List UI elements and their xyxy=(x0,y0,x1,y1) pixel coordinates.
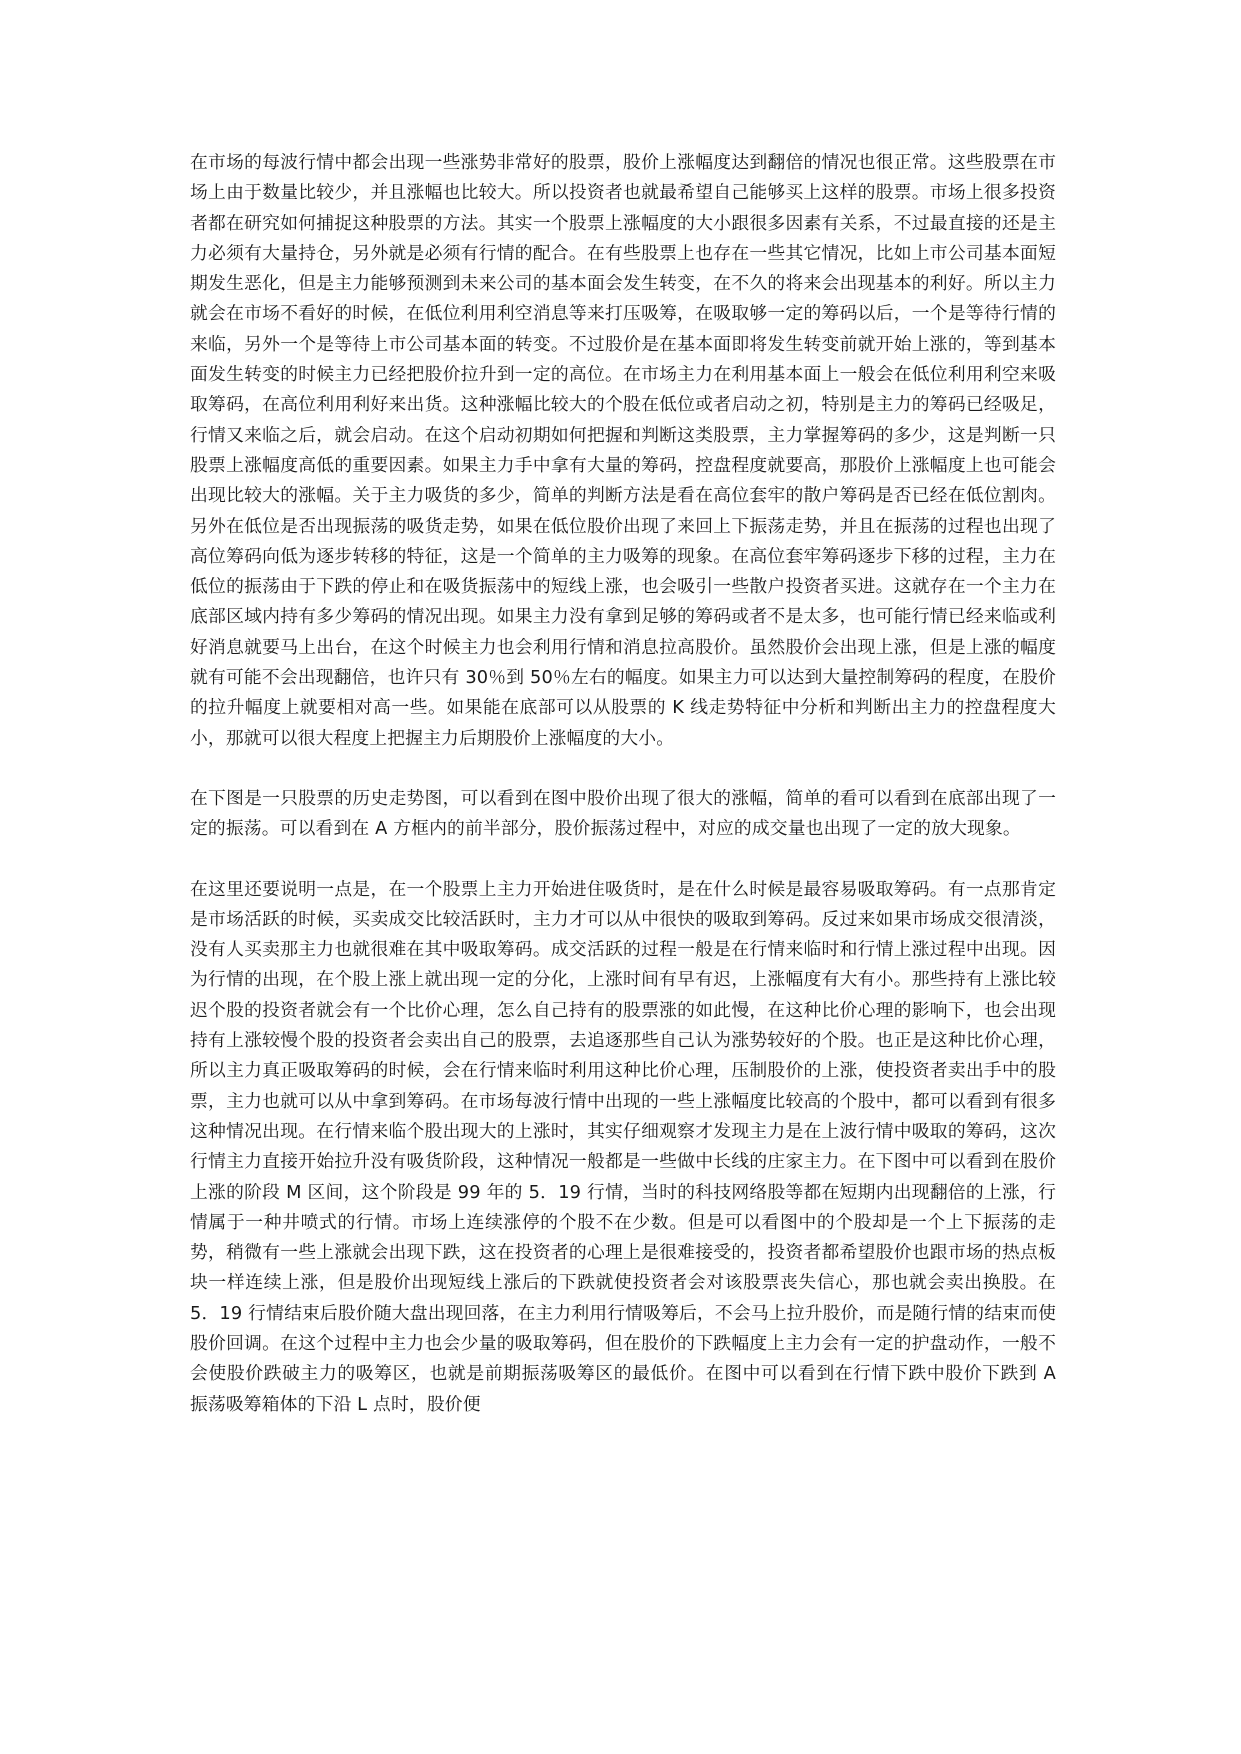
paragraph-2: 在下图是一只股票的历史走势图，可以看到在图中股价出现了很大的涨幅，简单的看可以看到在底部出现了一定的振荡。可以看到在 A 方框内的前半部分，股价振荡过程中，对应的成交量也出现了一定的放大现象。 xyxy=(190,787,1056,840)
paragraph-1: 在市场的每波行情中都会出现一些涨势非常好的股票，股价上涨幅度达到翻倍的情况也很正常。这些股票在市场上由于数量比较少，并且涨幅也比较大。所以投资者也就最希望自己能够买上这样的股票。市场上很多投资者都在研究如何捕捉这种股票的方法。其实一个股票上涨幅度的大小跟很多因素有关系，不过最直接的还是主力必须有大量持仓，另外就是必须有行情的配合。在有些股票上也存在一些其它情况，比如上市公司基本面短期发生恶化，但是主力能够预测到未来公司的基本面会发生转变，在不久的将来会出现基本的利好。所以主力就会在市场不看好的时候，在低位利用利空消息等来打压吸筹，在吸取够一定的筹码以后，一个是等待行情的来临，另外一个是等待上市公司基本面的转变。不过股价是在基本面即将发生转变前就开始上涨的，等到基本面发生转变的时候主力已经把股价拉升到一定的高位。在市场主力在利用基本面上一般会在低位利用利空来吸取筹码，在高位利用利好来出货。这种涨幅比较大的个股在低位或者启动之初，特别是主力的筹码已经吸足，行情又来临之后，就会启动。在这个启动初期如何把握和判断这类股票，主力掌握筹码的多少，这是判断一只股票上涨幅度高低的重要因素。如果主力手中拿有大量的筹码，控盘程度就要高，那股价上涨幅度上也可能会出现比较大的涨幅。关于主力吸货的多少，简单的判断方法是看在高位套牢的散户筹码是否已经在低位割肉。另外在低位是否出现振荡的吸货走势，如果在低位股价出现了来回上下振荡走势，并且在振荡的过程也出现了高位筹码向低为逐步转移的特征，这是一个简单的主力吸筹的现象。在高位套牢筹码逐步下移的过程，主力在低位的振荡由于下跌的停止和在吸货振荡中的短线上涨，也会吸引一些散户投资者买进。这就存在一个主力在底部区域内持有多少筹码的情况出现。如果主力没有拿到足够的筹码或者不是太多，也可能行情已经来临或利好消息就要马上出台，在这个时候主力也会利用行情和消息拉高股价。虽然股价会出现上涨，但是上涨的幅度就有可能不会出现翻倍，也许只有 30％到 50％左右的幅度。如果主力可以达到大量控制筹码的程度，在股价的拉升幅度上就要相对高一些。如果能在底部可以从股票的 K 线走势特征中分析和判断出主力的控盘程度大小，那就可以很大程度上把握主力后期股价上涨幅度的大小。 xyxy=(190,152,1056,749)
document-body xyxy=(190,148,1056,1420)
paragraph-3: 在这里还要说明一点是，在一个股票上主力开始进住吸货时，是在什么时候是最容易吸取筹码。有一点那肯定是市场活跃的时候，买卖成交比较活跃时，主力才可以从中很快的吸取到筹码。反过来如果市场成交很清淡，没有人买卖那主力也就很难在其中吸取筹码。成交活跃的过程一般是在行情来临时和行情上涨过程中出现。因为行情的出现，在个股上涨上就出现一定的分化，上涨时间有早有迟，上涨幅度有大有小。那些持有上涨比较迟个股的投资者就会有一个比价心理，怎么自己持有的股票涨的如此慢，在这种比价心理的影响下，也会出现持有上涨较慢个股的投资者会卖出自己的股票，去追逐那些自己认为涨势较好的个股。也正是这种比价心理，所以主力真正吸取筹码的时候，会在行情来临时利用这种比价心理，压制股价的上涨，使投资者卖出手中的股票，主力也就可以从中拿到筹码。在市场每波行情中出现的一些上涨幅度比较高的个股中，都可以看到有很多这种情况出现。在行情来临个股出现大的上涨时，其实仔细观察才发现主力是在上波行情中吸取的筹码，这次行情主力直接开始拉升没有吸货阶段，这种情况一般都是一些做中长线的庄家主力。在下图中可以看到在股价上涨的阶段 M 区间，这个阶段是 99 年的 5．19 行情，当时的科技网络股等都在短期内出现翻倍的上涨，行情属于一种井喷式的行情。市场上连续涨停的个股不在少数。但是可以看图中的个股却是一个上下振荡的走势，稍微有一些上涨就会出现下跌，这在投资者的心理上是很难接受的，投资者都希望股价也跟市场的热点板块一样连续上涨，但是股价出现短线上涨后的下跌就使投资者会对该股票丧失信心，那也就会卖出换股。在 5．19 行情结束后股价随大盘出现回落，在主力利用行情吸筹后，不会马上拉升股价，而是随行情的结束而使股价回调。在这个过程中主力也会少量的吸取筹码，但在股价的下跌幅度上主力会有一定的护盘动作，一般不会使股价跌破主力的吸筹区，也就是前期振荡吸筹区的最低价。在图中可以看到在行情下跌中股价下跌到 A 振荡吸筹箱体的下沿 L 点时，股价便 xyxy=(190,878,1056,1415)
